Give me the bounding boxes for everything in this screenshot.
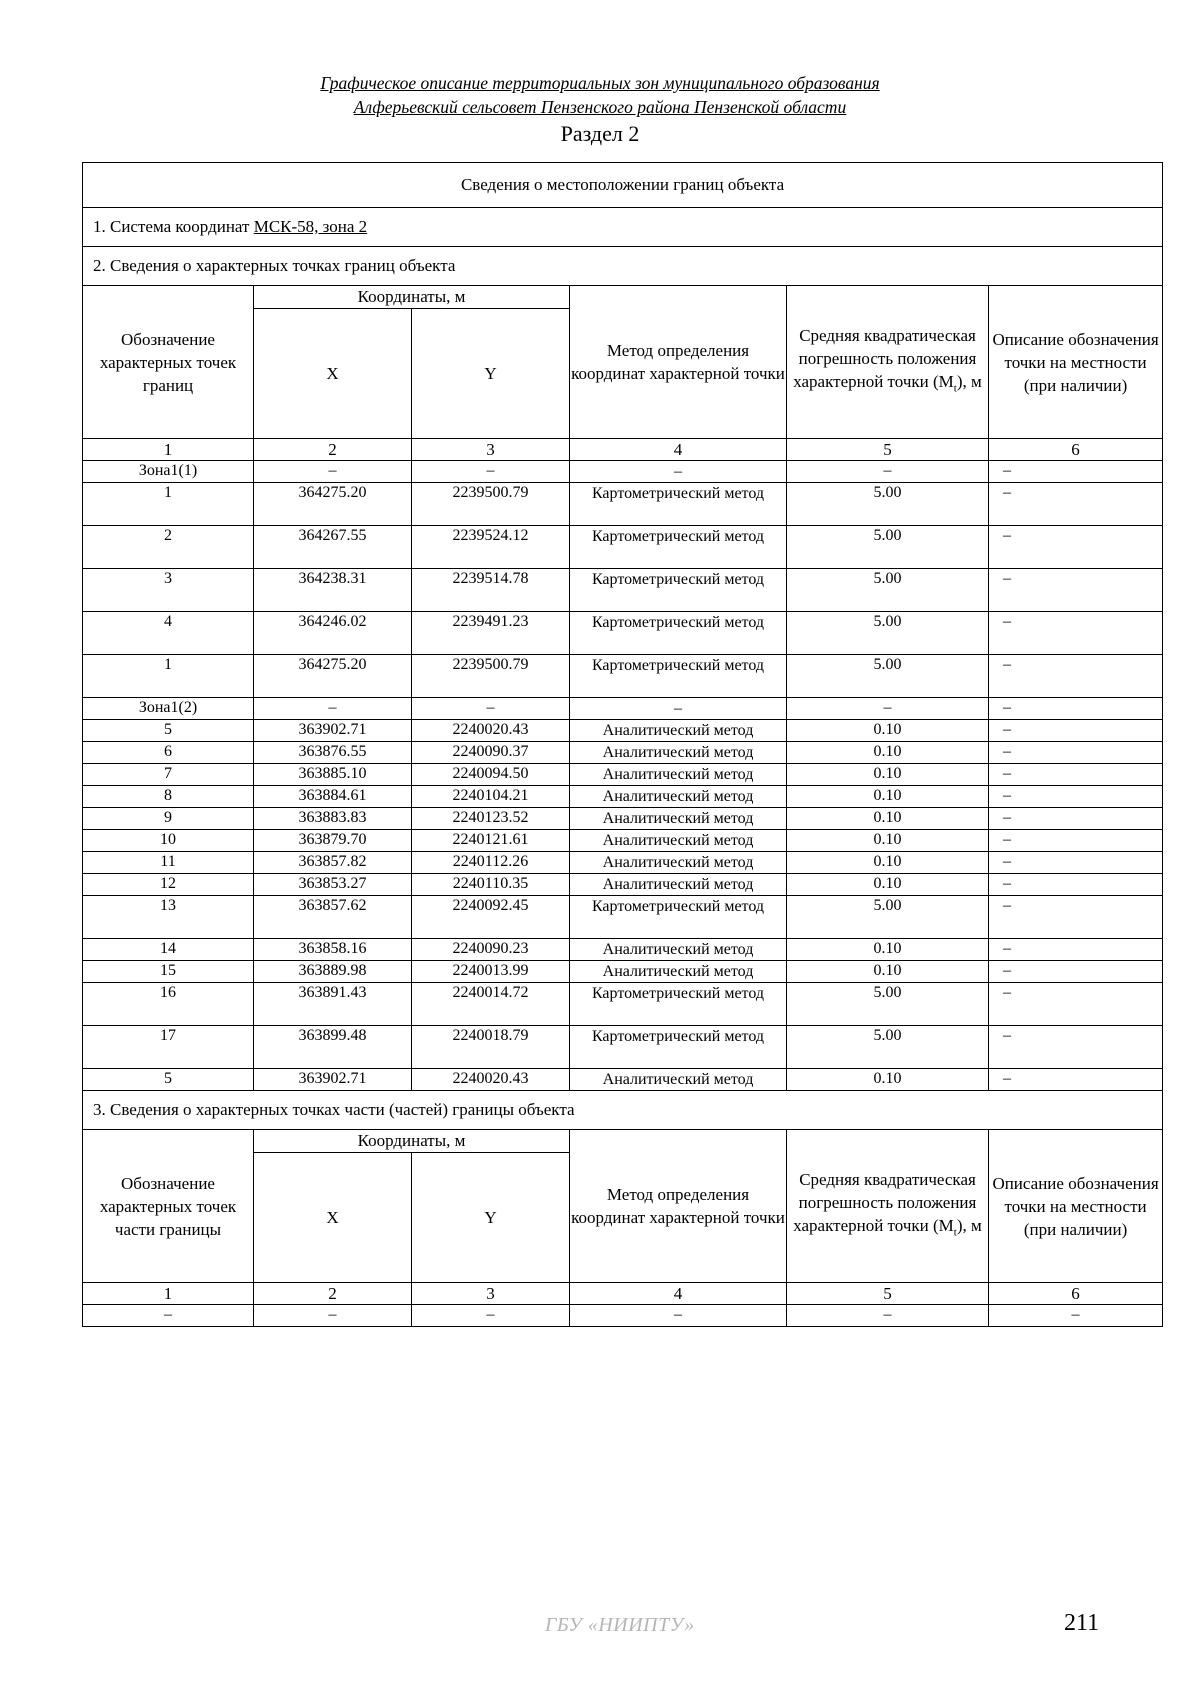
cell-x: 364238.31 <box>254 569 412 612</box>
cell-y: 2239491.23 <box>412 612 570 655</box>
cell-y: 2240013.99 <box>412 961 570 983</box>
cell-error: 5.00 <box>787 896 989 939</box>
cell-designation: 1 <box>83 483 254 526</box>
cell-error: 5.00 <box>787 569 989 612</box>
cell-description: – <box>989 698 1163 720</box>
cell-description: – <box>989 461 1163 483</box>
cell-error: 0.10 <box>787 808 989 830</box>
cell-method: Картометрический метод <box>570 983 787 1026</box>
cell-y: 2240020.43 <box>412 720 570 742</box>
cell-method: Аналитический метод <box>570 1069 787 1091</box>
cell-method: – <box>570 698 787 720</box>
cell-x: 363858.16 <box>254 939 412 961</box>
cell-description: – <box>989 896 1163 939</box>
cell-x: 363857.62 <box>254 896 412 939</box>
cell-designation: 5 <box>83 1069 254 1091</box>
cell-method: Аналитический метод <box>570 961 787 983</box>
column-numbers-row <box>83 1283 1163 1305</box>
section3-title-row <box>83 1091 1163 1130</box>
table-caption: Сведения о местоположении границ объекта <box>83 163 1163 208</box>
cell-description: – <box>989 742 1163 764</box>
cell-y: 2240090.23 <box>412 939 570 961</box>
cell-y: 2240110.35 <box>412 874 570 896</box>
cell-x: 363853.27 <box>254 874 412 896</box>
cell-description: – <box>989 874 1163 896</box>
cell-x: 363885.10 <box>254 764 412 786</box>
cell-method: – <box>570 461 787 483</box>
table-row <box>83 698 1163 720</box>
cell-error: 5.00 <box>787 655 989 698</box>
cell-designation: 10 <box>83 830 254 852</box>
cell-designation: Зона1(1) <box>83 461 254 483</box>
cell-y: 2240090.37 <box>412 742 570 764</box>
cell-y: 2239500.79 <box>412 655 570 698</box>
cell-designation: 11 <box>83 852 254 874</box>
section3-header-row <box>83 1130 1163 1153</box>
cell-designation: 6 <box>83 742 254 764</box>
header3-method: Метод определения координат характерной точки <box>570 1130 787 1283</box>
cell-y: 2240123.52 <box>412 808 570 830</box>
cell-designation: Зона1(2) <box>83 698 254 720</box>
cell-x: 363891.43 <box>254 983 412 1026</box>
cell-description: – <box>989 939 1163 961</box>
cell-method: Аналитический метод <box>570 764 787 786</box>
cell-error: 0.10 <box>787 1069 989 1091</box>
cell-designation: 2 <box>83 526 254 569</box>
header-designation: Обозначение характерных точек границ <box>83 286 254 439</box>
cell-description: – <box>989 1069 1163 1091</box>
document-title-line-1: Графическое описание территориальных зон муниципального образования <box>320 73 880 93</box>
coordinate-system-row <box>83 208 1163 247</box>
column-number: 2 <box>254 1283 412 1305</box>
table-row <box>83 939 1163 961</box>
cell-error: – <box>787 698 989 720</box>
cell-method: Аналитический метод <box>570 852 787 874</box>
cell-y: – <box>412 698 570 720</box>
cell-designation: 17 <box>83 1026 254 1069</box>
cell-error: 0.10 <box>787 961 989 983</box>
cell-description: – <box>989 961 1163 983</box>
cell-description: – <box>989 655 1163 698</box>
cell-error: 0.10 <box>787 720 989 742</box>
cell-designation: 15 <box>83 961 254 983</box>
cell-error: 0.10 <box>787 786 989 808</box>
cell-designation: 4 <box>83 612 254 655</box>
cell-x: 363902.71 <box>254 1069 412 1091</box>
cell-x: 363884.61 <box>254 786 412 808</box>
cell-x: 363876.55 <box>254 742 412 764</box>
cell-description: – <box>989 720 1163 742</box>
cell-method: Картометрический метод <box>570 655 787 698</box>
cell-description: – <box>989 569 1163 612</box>
cell-error: 0.10 <box>787 764 989 786</box>
cell-description: – <box>989 1026 1163 1069</box>
cell-method: Аналитический метод <box>570 720 787 742</box>
table-row <box>83 655 1163 698</box>
cell-description: – <box>989 764 1163 786</box>
cell-designation: 13 <box>83 896 254 939</box>
column-number: 1 <box>83 439 254 461</box>
cell-x: – <box>254 461 412 483</box>
table-row <box>83 786 1163 808</box>
cell-y: 2240112.26 <box>412 852 570 874</box>
cell-method: Аналитический метод <box>570 830 787 852</box>
cell-x: 363879.70 <box>254 830 412 852</box>
column-number: 5 <box>787 439 989 461</box>
header3-description: Описание обозначения точки на местности (при наличии) <box>989 1130 1163 1283</box>
column-number: 2 <box>254 439 412 461</box>
cell-designation: 7 <box>83 764 254 786</box>
header3-y: Y <box>412 1153 570 1283</box>
cell-y: 2240094.50 <box>412 764 570 786</box>
table-row <box>83 874 1163 896</box>
cell-error: 0.10 <box>787 939 989 961</box>
cell-description: – <box>989 612 1163 655</box>
cell-designation: 3 <box>83 569 254 612</box>
table-row <box>83 720 1163 742</box>
cell-error: 5.00 <box>787 1026 989 1069</box>
cell-designation: 5 <box>83 720 254 742</box>
cell-y: 2240018.79 <box>412 1026 570 1069</box>
cell-method: Аналитический метод <box>570 874 787 896</box>
column-number: 1 <box>83 1283 254 1305</box>
cell-method: Картометрический метод <box>570 896 787 939</box>
cell-y: 2240092.45 <box>412 896 570 939</box>
section3-title: 3. Сведения о характерных точках части (частей) границы объекта <box>83 1091 1163 1130</box>
cell-method: Картометрический метод <box>570 1026 787 1069</box>
cell-method: Аналитический метод <box>570 808 787 830</box>
column-number: 6 <box>989 1283 1163 1305</box>
column-numbers-row <box>83 439 1163 461</box>
cell-method: Картометрический метод <box>570 569 787 612</box>
cell-y: 2240020.43 <box>412 1069 570 1091</box>
header-description: Описание обозначения точки на местности (при наличии) <box>989 286 1163 439</box>
cell-description: – <box>989 786 1163 808</box>
table-row <box>83 1069 1163 1091</box>
cell-x: 364275.20 <box>254 483 412 526</box>
column-number: 3 <box>412 1283 570 1305</box>
header-coordinates: Координаты, м <box>254 286 570 309</box>
cell-x: 364267.55 <box>254 526 412 569</box>
cell-designation: 12 <box>83 874 254 896</box>
table-row <box>83 1305 1163 1327</box>
cell-error: 5.00 <box>787 483 989 526</box>
cell-description: – <box>989 830 1163 852</box>
table-row <box>83 764 1163 786</box>
cell-desc: – <box>989 1305 1163 1327</box>
table-row <box>83 896 1163 939</box>
cell-y: 2239514.78 <box>412 569 570 612</box>
header3-designation: Обозначение характерных точек части границы <box>83 1130 254 1283</box>
table-row <box>83 1026 1163 1069</box>
cell-error: 5.00 <box>787 983 989 1026</box>
header3-error: Средняя квадратическая погрешность положения характерной точки $(M_t)$, м <box>787 1130 989 1283</box>
cell-y: 2240104.21 <box>412 786 570 808</box>
cell-error: 0.10 <box>787 830 989 852</box>
header-y: Y <box>412 309 570 439</box>
table-row <box>83 961 1163 983</box>
cell-method: Картометрический метод <box>570 612 787 655</box>
table-row <box>83 742 1163 764</box>
cell-method: Картометрический метод <box>570 526 787 569</box>
table-row <box>83 808 1163 830</box>
cell-method: – <box>570 1305 787 1327</box>
cell-y: 2239524.12 <box>412 526 570 569</box>
cell-description: – <box>989 808 1163 830</box>
cell-error: – <box>787 1305 989 1327</box>
header-error <box>787 286 989 439</box>
column-number: 6 <box>989 439 1163 461</box>
cell-description: – <box>989 852 1163 874</box>
page-number: 211 <box>1064 1610 1100 1636</box>
cell-y: 2240121.61 <box>412 830 570 852</box>
table-row <box>83 483 1163 526</box>
cell-x: 363883.83 <box>254 808 412 830</box>
cell-error: – <box>787 461 989 483</box>
column-number: 4 <box>570 1283 787 1305</box>
cell-method: Картометрический метод <box>570 483 787 526</box>
footer-organization: ГБУ «НИИПТУ» <box>545 1614 695 1636</box>
cell-y: – <box>412 1305 570 1327</box>
cell-x: 363857.82 <box>254 852 412 874</box>
cell-y: 2240014.72 <box>412 983 570 1026</box>
cell-description: – <box>989 483 1163 526</box>
section-title: Раздел 2 <box>560 121 640 146</box>
cell-designation: 8 <box>83 786 254 808</box>
cell-x: 364246.02 <box>254 612 412 655</box>
header-method: Метод определения координат характерной точки <box>570 286 787 439</box>
table-row <box>83 852 1163 874</box>
cell-designation: 14 <box>83 939 254 961</box>
cell-description: – <box>989 983 1163 1026</box>
cell-error: 0.10 <box>787 874 989 896</box>
cell-error: 5.00 <box>787 526 989 569</box>
column-number: 3 <box>412 439 570 461</box>
cell-method: Аналитический метод <box>570 939 787 961</box>
cell-x: – <box>254 1305 412 1327</box>
cell-description: – <box>989 526 1163 569</box>
section2-title: 2. Сведения о характерных точках границ объекта <box>83 247 1163 286</box>
cell-error: 0.10 <box>787 742 989 764</box>
cell-label: – <box>83 1305 254 1327</box>
table-row <box>83 461 1163 483</box>
table-row <box>83 830 1163 852</box>
header3-x: X <box>254 1153 412 1283</box>
cell-error: 5.00 <box>787 612 989 655</box>
boundary-table <box>82 162 1163 1327</box>
header-x: X <box>254 309 412 439</box>
cell-method: Аналитический метод <box>570 742 787 764</box>
column-number: 5 <box>787 1283 989 1305</box>
cell-x: 363889.98 <box>254 961 412 983</box>
table-row <box>83 983 1163 1026</box>
cell-y: – <box>412 461 570 483</box>
column-number: 4 <box>570 439 787 461</box>
coordinate-system-value: МСК-58, зона 2 <box>253 217 368 236</box>
cell-designation: 16 <box>83 983 254 1026</box>
cell-x: – <box>254 698 412 720</box>
cell-error: 0.10 <box>787 852 989 874</box>
table-row <box>83 526 1163 569</box>
cell-method: Аналитический метод <box>570 786 787 808</box>
cell-designation: 9 <box>83 808 254 830</box>
table-row <box>83 569 1163 612</box>
header-error-text: Средняя квадратическая погрешность положения характерной точки $(M_t)$, м <box>793 325 982 395</box>
cell-designation: 1 <box>83 655 254 698</box>
cell-x: 363899.48 <box>254 1026 412 1069</box>
coordinate-system-label: 1. Система координат <box>93 217 254 236</box>
header3-coordinates: Координаты, м <box>254 1130 570 1153</box>
table-row <box>83 612 1163 655</box>
cell-x: 363902.71 <box>254 720 412 742</box>
cell-y: 2239500.79 <box>412 483 570 526</box>
cell-x: 364275.20 <box>254 655 412 698</box>
document-title-line-2: Алферьевский сельсовет Пензенского района Пензенской области <box>353 97 847 117</box>
